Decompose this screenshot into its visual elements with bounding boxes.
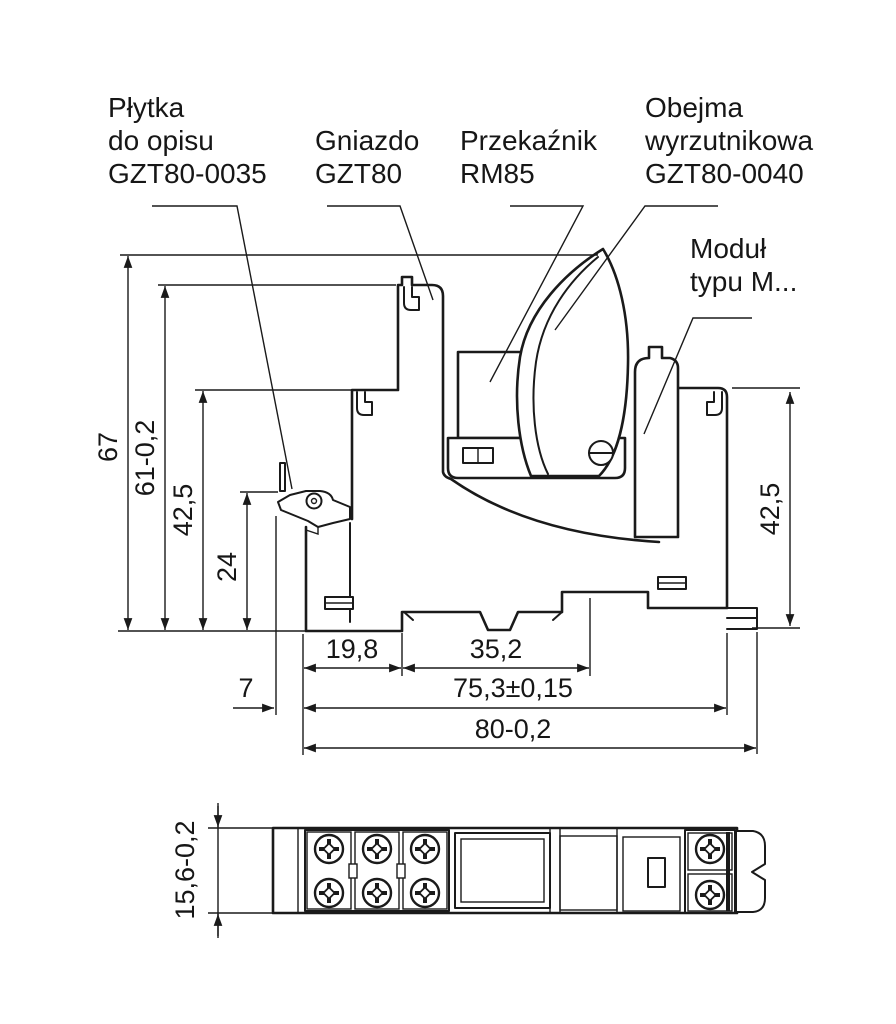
label-socket-line-2: GZT80 xyxy=(315,158,403,189)
module-slot xyxy=(648,858,665,887)
screw-terminal xyxy=(363,835,391,863)
label-relay-line-1: Przekaźnik xyxy=(460,125,597,156)
screw-terminal xyxy=(315,879,343,907)
dim-bottom-width: 15,6-0,2 xyxy=(170,820,200,920)
label-clamp-line-2: wyrzutnikowa xyxy=(645,125,814,156)
bottom-end-clip xyxy=(737,831,765,912)
screw-terminal xyxy=(315,835,343,863)
hook-mid-step xyxy=(357,392,372,415)
label-socket-line-1: Gniazdo xyxy=(315,125,420,156)
label-module-line-2: typu M... xyxy=(690,266,798,297)
dim-left-step-height: 42,5 xyxy=(168,483,198,537)
cell-tab-2 xyxy=(397,864,405,878)
marker-plate-strip xyxy=(280,463,285,491)
label-relay-line-2: RM85 xyxy=(460,158,535,189)
screw-terminal xyxy=(363,879,391,907)
dim-mounting-length: 75,3±0,15 xyxy=(453,673,573,703)
label-marker-plate-line-3: GZT80-0035 xyxy=(108,158,267,189)
label-clamp-line-1: Obejma xyxy=(645,92,744,123)
module-shape xyxy=(635,347,678,537)
ejector-clamp xyxy=(517,249,628,476)
screw-terminal xyxy=(411,879,439,907)
hook-right-shoulder xyxy=(707,392,722,415)
dim-din-rail-width: 35,2 xyxy=(469,634,523,664)
dim-overall-length: 80-0,2 xyxy=(474,714,552,744)
dim-right-step-height: 42,5 xyxy=(755,482,785,536)
hook-tower xyxy=(404,287,419,310)
dim-marker-plate-offset: 7 xyxy=(238,673,254,703)
dimensions-bottom-view xyxy=(170,803,273,938)
label-marker-plate-line-2: do opisu xyxy=(108,125,214,156)
dim-socket-height: 61-0,2 xyxy=(130,419,160,497)
module-m xyxy=(635,347,678,537)
bottom-view xyxy=(170,803,765,938)
dimensions-side-view xyxy=(93,255,800,755)
din-rail-tab xyxy=(727,608,757,629)
label-module-line-1: Moduł xyxy=(690,233,767,264)
part-labels xyxy=(108,92,813,297)
cell-tab-1 xyxy=(349,864,357,878)
screw-terminal xyxy=(696,881,724,909)
marker-clip-boss xyxy=(307,494,322,509)
dim-din-rail-offset: 19,8 xyxy=(325,634,379,664)
screw-terminal xyxy=(411,835,439,863)
marker-clip-foot xyxy=(306,527,318,534)
bottom-body-outline xyxy=(273,828,737,913)
label-clamp-line-3: GZT80-0040 xyxy=(645,158,804,189)
screw-terminal xyxy=(696,835,724,863)
dim-overall-height: 67 xyxy=(93,431,123,463)
side-view xyxy=(93,92,813,755)
dim-clip-height: 24 xyxy=(212,551,242,583)
leader-marker-plate xyxy=(152,206,292,489)
label-marker-plate-line-1: Płytka xyxy=(108,92,185,123)
